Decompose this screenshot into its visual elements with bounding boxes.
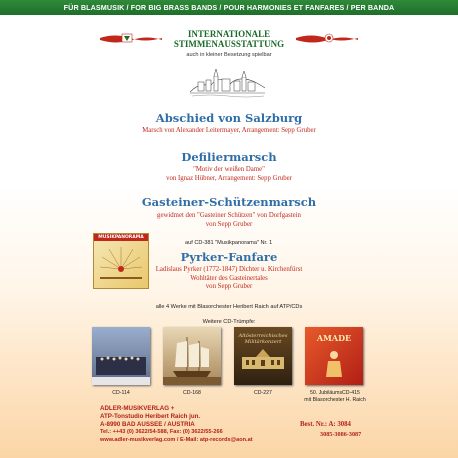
publisher-address: A-8990 BAD AUSSEE / AUSTRIA [100, 421, 195, 428]
palace-icon [234, 345, 292, 375]
town-sketch-illustration [190, 62, 265, 100]
cd-227-cover-text: Altösterreichisches Militärkonzert [238, 333, 288, 345]
more-cds-heading: Weitere CD-Trümpfe: [202, 319, 256, 325]
order-number-range: 3085-3086-3087 [320, 431, 362, 438]
publisher-line-2: ATP-Tonstudio Heribert Raich jun. [100, 413, 201, 420]
cd-415-cover [305, 327, 363, 385]
all-works-note: alle 4 Werke mit Blasorchester Heribert Raich auf ATP/CDs [155, 304, 303, 310]
cd-381-cover-label: MUSIKPANORAMA [94, 234, 148, 241]
cd-note: auf CD-381 "Musikpanorama" Nr. 1 [185, 240, 273, 246]
piece-4-line-3: von Sepp Gruber [205, 283, 253, 290]
piece-1-line-1: Marsch von Alexander Leitermayer, Arrangement: Sepp Gruber [142, 127, 316, 134]
cd-415-caption: 50. JubiläumsCD-415 mit Blasorchester H. Raich [304, 390, 366, 403]
top-banner: FÜR BLASMUSIK / FOR BIG BRASS BANDS / POUR HARMONIES ET FANFARES / PER BANDA [0, 0, 458, 15]
header-line-1: INTERNATIONALE [187, 29, 271, 39]
publisher-web-link[interactable]: www.adler-musikverlag.com / E-Mail: atp-records@aon.at [100, 437, 253, 443]
piece-title-2: Defiliermarsch [181, 150, 277, 164]
cd-114-caption: CD-114 [112, 390, 130, 396]
piece-title-4: Pyrker-Fanfare [180, 250, 278, 264]
header-note: auch in kleiner Besetzung spielbar [186, 52, 272, 58]
sailing-ship-icon [163, 327, 221, 385]
figure-icon [305, 343, 363, 383]
piece-4-line-2: Wohltäter des Gasteinertales [190, 275, 268, 282]
cd-114-cover [92, 327, 150, 385]
cd-415-cover-text: AMADE [316, 333, 352, 343]
publisher-phone: Tel.: ++43 (0) 3622/54-588, Fax: (0) 3622/55-266 [100, 429, 223, 435]
piece-4-line-1: Ladislaus Pyrker (1772-1847) Dichter u. Kirchenfürst [155, 266, 303, 273]
cd-227-cover [234, 327, 292, 385]
piece-2-line-2: von Ignaz Hübner, Arrangement: Sepp Gruber [166, 175, 292, 182]
header-line-2: STIMMENAUSSTATTUNG [173, 39, 285, 49]
piece-2-line-1: "Motiv der weißen Dame" [193, 166, 265, 173]
order-number: Best. Nr.: A: 3084 [300, 421, 351, 428]
cd-168-cover [163, 327, 221, 385]
piece-3-line-2: von Sepp Gruber [205, 221, 253, 228]
cd-227-caption: CD-227 [254, 390, 272, 396]
publisher-line-1: ADLER-MUSIKVERLAG + [100, 405, 175, 412]
band-photo-icon [92, 327, 150, 385]
piece-title-1: Abschied von Salzburg [155, 111, 303, 125]
piece-title-3: Gasteiner-Schützenmarsch [141, 195, 317, 209]
piece-3-line-1: gewidmet den "Gasteiner Schützen" von Dorfgastein [157, 212, 301, 219]
cd-168-caption: CD-168 [183, 390, 201, 396]
